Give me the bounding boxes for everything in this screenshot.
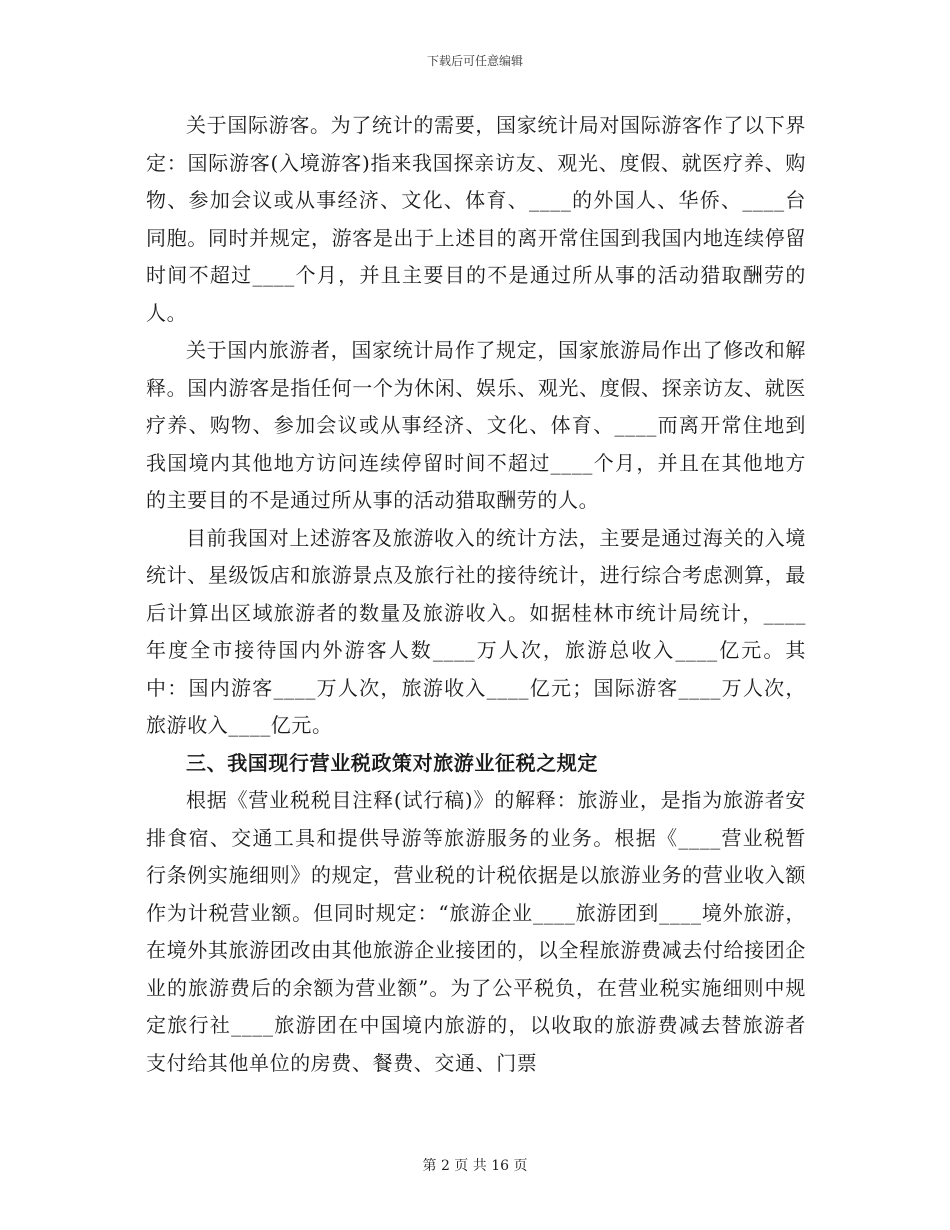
paragraph-domestic-tourists: 关于国内旅游者，国家统计局作了规定，国家旅游局作出了修改和解释。国内游客是指任何一个为休闲、娱乐、观光、度假、探亲访友、就医疗养、购物、参加会议或从事经济、文化、体育、____而离开常住地到我国境内其他地方访问连续停留时间不超过____个月，并且在其他地方的主要目的不是通过所从事的活动猎取酬劳的人。 — [146, 338, 806, 512]
page-number: 第 2 页 共 16 页 — [422, 1158, 528, 1174]
section-heading: 三、我国现行营业税政策对旅游业征税之规定 — [186, 750, 598, 775]
paragraph-statistics-method: 目前我国对上述游客及旅游收入的统计方法，主要是通过海关的入境统计、星级饭店和旅游景点及旅行社的接待统计，进行综合考虑测算，最后计算出区域旅游者的数量及旅游收入。如据桂林市统计局统计，____年度全市接待国内外游客人数____万人次，旅游总收入____亿元。其中：国内游客____万人次，旅游收入____亿元；国际游客____万人次，旅游收入____亿元。 — [146, 525, 806, 737]
page-header: 下载后可任意编辑 — [426, 54, 523, 68]
document-body — [146, 107, 806, 1082]
paragraph-business-tax: 根据《营业税税目注释(试行稿)》的解释：旅游业，是指为旅游者安排食宿、交通工具和提供导游等旅游服务的业务。根据《____营业税暂行条例实施细则》的规定，营业税的计税依据是以旅游业务的营业收入额作为计税营业额。但同时规定：“旅游企业____旅游团到____境外旅游，在境外其旅游团改由其他旅游企业接团的，以全程旅游费减去付给接团企业的旅游费后的余额为营业额”。为了公平税负，在营业税实施细则中规定旅行社____旅游团在中国境内旅游的，以收取的旅游费减去替旅游者支付给其他单位的房费、餐费、交通、门票 — [146, 788, 806, 1075]
paragraph-international-tourists: 关于国际游客。为了统计的需要，国家统计局对国际游客作了以下界定：国际游客(入境游客)指来我国探亲访友、观光、度假、就医疗养、购物、参加会议或从事经济、文化、体育、____的外国人、华侨、____台同胞。同时并规定，游客是出于上述目的离开常住国到我国内地连续停留时间不超过____个月，并且主要目的不是通过所从事的活动猎取酬劳的人。 — [146, 113, 806, 325]
